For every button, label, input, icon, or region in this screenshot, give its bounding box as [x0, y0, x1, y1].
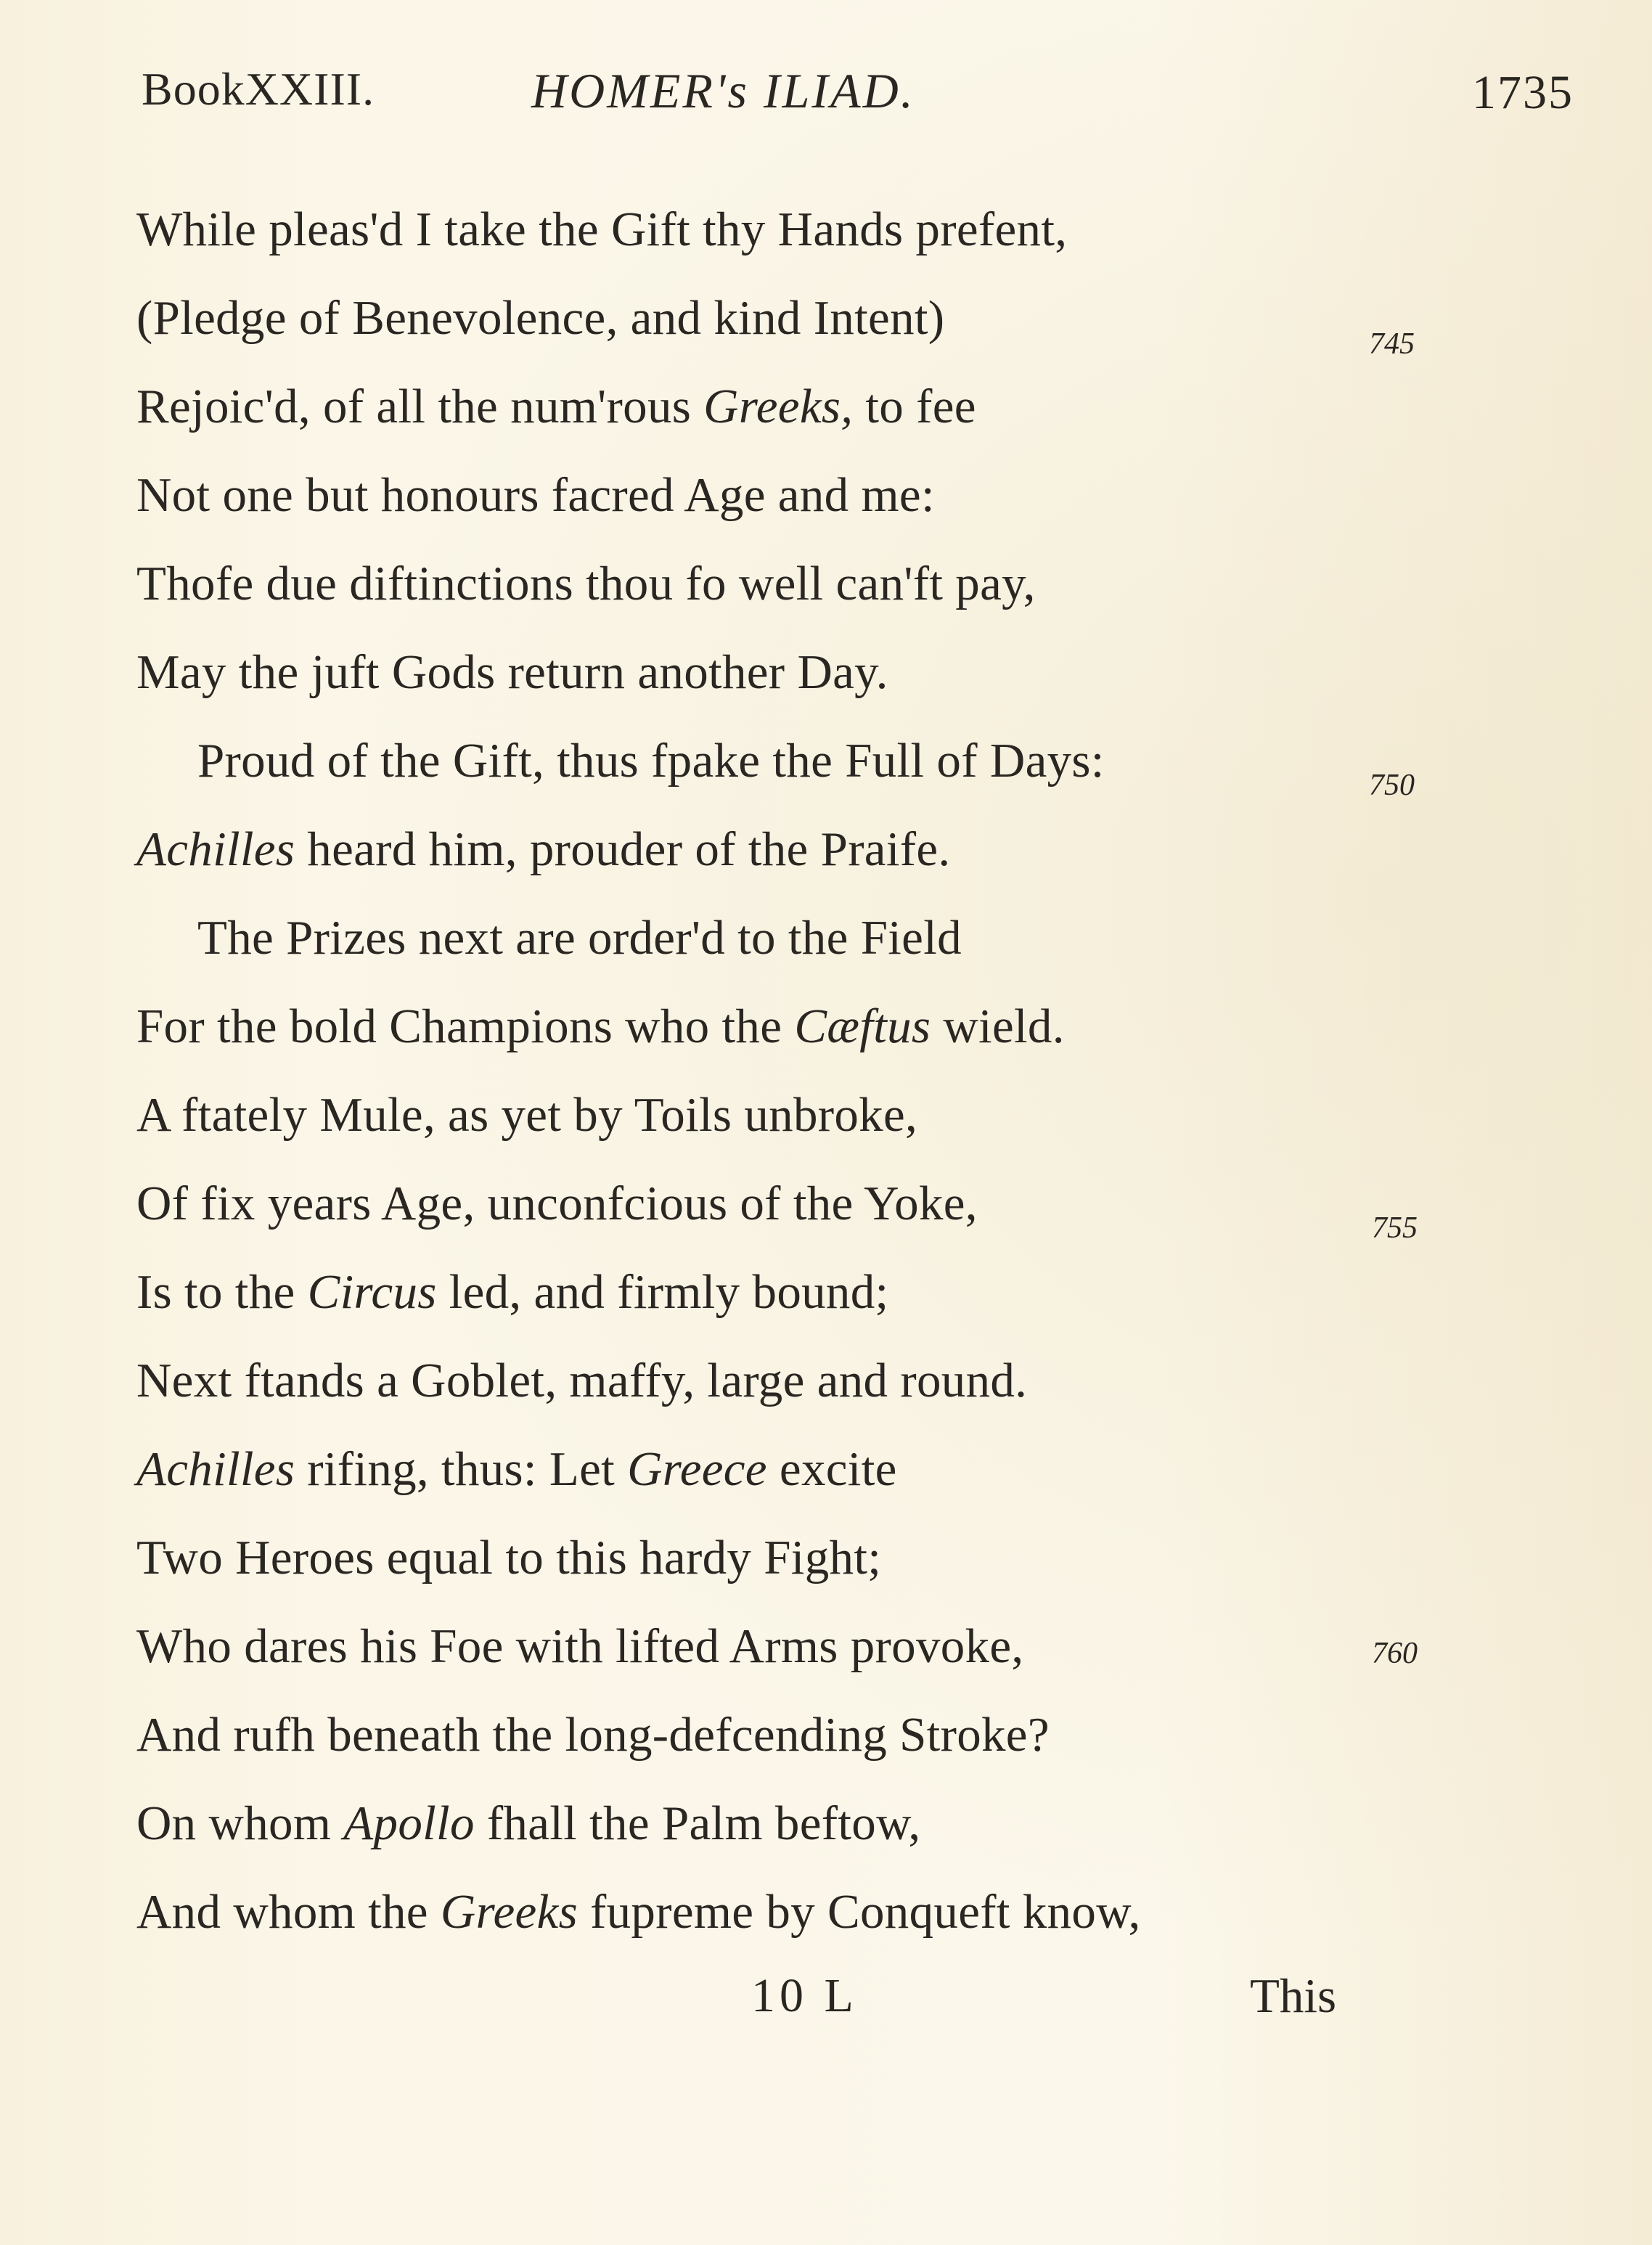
verse-text: Is to the — [136, 1265, 308, 1319]
verse-text: to fee — [853, 380, 976, 433]
verse-line — [197, 909, 962, 967]
italic-word: Circus — [307, 1265, 437, 1319]
verse-line — [136, 1706, 1050, 1764]
verse-text: Who dares his Foe with lifted Arms provoke, — [136, 1619, 1024, 1673]
catchword: This — [1250, 1969, 1337, 2023]
verse-text: Rejoic'd, of all the num'rous — [136, 380, 704, 433]
verse-line — [136, 1352, 1027, 1410]
italic-word: Cæftus — [794, 999, 931, 1053]
italic-word: Greeks — [440, 1885, 578, 1939]
verse-text: rifing, thus: Let — [295, 1442, 628, 1496]
verse-line — [136, 200, 1067, 258]
verse-text: For the bold Champions who the — [136, 999, 795, 1053]
verse-text: May the juft Gods return another Day. — [136, 645, 888, 699]
verse-line — [136, 997, 1065, 1055]
running-title: HOMER's ILIAD. — [531, 63, 915, 118]
verse-line — [136, 1440, 897, 1498]
verse-line — [136, 1263, 888, 1321]
verse-line — [136, 1794, 920, 1852]
verse-text: Thofe due diftinctions thou fo well can'ft pay, — [136, 557, 1036, 610]
verse-line — [136, 377, 976, 435]
book-label: BookXXIII. — [142, 63, 375, 115]
verse-line — [136, 1617, 1023, 1675]
verse-text: heard him, prouder of the Praife. — [295, 822, 951, 876]
page-number: 1735 — [1472, 66, 1574, 119]
verse-line — [136, 820, 950, 878]
italic-word: Achilles — [136, 822, 295, 876]
verse-line — [136, 1529, 881, 1587]
signature-mark: 10 L — [751, 1969, 858, 2022]
verse-text: On whom — [136, 1796, 344, 1850]
verse-text: led, and firmly bound; — [436, 1265, 889, 1319]
verse-line — [136, 1883, 1141, 1941]
verse-text: fhall the Palm beftow, — [474, 1796, 921, 1850]
verse-text: A ftately Mule, as yet by Toils unbroke, — [136, 1088, 918, 1142]
verse-text: While pleas'd I take the Gift thy Hands prefent, — [136, 203, 1068, 256]
verse-line — [136, 555, 1036, 613]
verse-line — [136, 1174, 978, 1232]
verse-text: (Pledge of Benevolence, and kind Intent) — [136, 291, 945, 345]
line-number: 755 — [1372, 1211, 1418, 1245]
italic-word: Greece — [627, 1442, 767, 1496]
line-number: 745 — [1369, 327, 1415, 361]
verse-line — [136, 1086, 917, 1144]
verse-text: And rufh beneath the long-defcending Stroke? — [136, 1708, 1050, 1762]
verse-text: wield. — [931, 999, 1065, 1053]
verse-text: fupreme by Conqueft know, — [577, 1885, 1141, 1939]
line-number: 750 — [1369, 769, 1415, 802]
verse-text: excite — [766, 1442, 897, 1496]
verse-text: Two Heroes equal to this hardy Fight; — [136, 1531, 882, 1584]
verse-text: Not one but honours facred Age and me: — [136, 468, 935, 522]
italic-word: Greeks, — [703, 380, 854, 433]
verse-line — [197, 732, 1105, 790]
verse-text: And whom the — [136, 1885, 441, 1939]
verse-text: The Prizes next are order'd to the Field — [197, 911, 962, 965]
running-header — [0, 62, 1652, 128]
verse-text: Next ftands a Goblet, maffy, large and round. — [136, 1354, 1028, 1407]
line-number: 760 — [1372, 1637, 1418, 1670]
verse-text: Of fix years Age, unconfcious of the Yoke, — [136, 1177, 978, 1230]
verse-line — [136, 466, 935, 524]
verse-text: Proud of the Gift, thus fpake the Full of Days: — [197, 734, 1105, 788]
italic-word: Achilles — [136, 1442, 295, 1496]
verse-line — [136, 289, 944, 347]
verse-line — [136, 643, 888, 701]
italic-word: Apollo — [343, 1796, 475, 1850]
